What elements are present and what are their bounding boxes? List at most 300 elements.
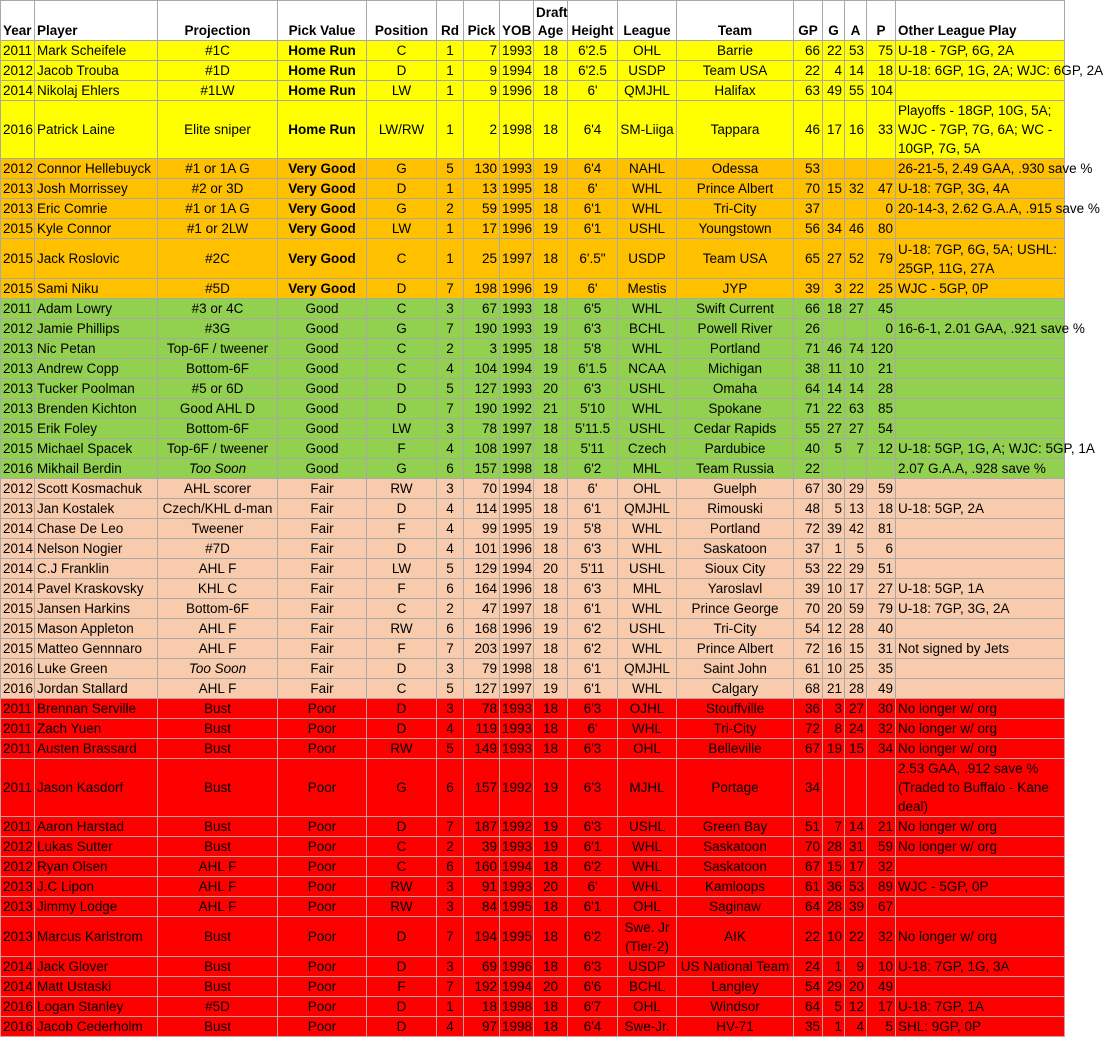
cell-g	[823, 759, 845, 817]
cell-team: Yaroslavl	[677, 579, 794, 599]
cell-pick-value: Poor	[278, 977, 367, 997]
cell-height: 5'8	[568, 339, 618, 359]
cell-team: Swift Current	[677, 299, 794, 319]
cell-pick: 13	[464, 179, 500, 199]
cell-gp: 46	[794, 101, 823, 159]
cell-p: 21	[867, 359, 896, 379]
cell-p: 21	[867, 817, 896, 837]
cell-yob: 1995	[500, 917, 534, 957]
cell-league: QMJHL	[618, 499, 677, 519]
cell-height: 6'2	[568, 459, 618, 479]
cell-draft-age: 19	[534, 679, 568, 699]
cell-player: Aaron Harstad	[35, 817, 158, 837]
cell-other-league-play	[896, 857, 1065, 877]
cell-draft-age: 18	[534, 41, 568, 61]
cell-yob: 1998	[500, 101, 534, 159]
cell-height: 6'4	[568, 1017, 618, 1037]
cell-p: 32	[867, 917, 896, 957]
table-row	[1, 239, 1065, 279]
cell-year: 2011	[1, 817, 35, 837]
cell-a: 27	[845, 699, 867, 719]
cell-p: 0	[867, 199, 896, 219]
cell-pick: 47	[464, 599, 500, 619]
cell-league: Swe. Jr (Tier-2)	[618, 917, 677, 957]
cell-other-league-play: 2.53 GAA, .912 save % (Traded to Buffalo - Kane deal)	[896, 759, 1065, 817]
cell-p: 31	[867, 639, 896, 659]
cell-a: 55	[845, 81, 867, 101]
cell-year: 2014	[1, 81, 35, 101]
cell-yob: 1996	[500, 81, 534, 101]
cell-yob: 1996	[500, 539, 534, 559]
cell-p: 18	[867, 499, 896, 519]
cell-draft-age: 18	[534, 539, 568, 559]
cell-league: USHL	[618, 379, 677, 399]
cell-other-league-play	[896, 359, 1065, 379]
cell-position: C	[367, 837, 437, 857]
cell-projection: #2 or 3D	[158, 179, 278, 199]
cell-projection: AHL F	[158, 897, 278, 917]
cell-draft-age: 19	[534, 219, 568, 239]
cell-league: WHL	[618, 857, 677, 877]
cell-pick: 39	[464, 837, 500, 857]
cell-gp: 54	[794, 977, 823, 997]
cell-p	[867, 159, 896, 179]
cell-year: 2013	[1, 399, 35, 419]
cell-player: Nikolaj Ehlers	[35, 81, 158, 101]
cell-projection: #1 or 1A G	[158, 199, 278, 219]
cell-team: Langley	[677, 977, 794, 997]
cell-draft-age: 18	[534, 499, 568, 519]
cell-pick: 67	[464, 299, 500, 319]
cell-rd: 2	[437, 837, 464, 857]
cell-projection: Bottom-6F	[158, 359, 278, 379]
cell-yob: 1994	[500, 479, 534, 499]
cell-position: F	[367, 639, 437, 659]
table-row	[1, 61, 1065, 81]
cell-pick-value: Good	[278, 439, 367, 459]
cell-league: WHL	[618, 539, 677, 559]
cell-rd: 4	[437, 499, 464, 519]
cell-p: 5	[867, 1017, 896, 1037]
cell-player: Andrew Copp	[35, 359, 158, 379]
cell-projection: AHL F	[158, 877, 278, 897]
cell-team: Calgary	[677, 679, 794, 699]
cell-team: US National Team	[677, 957, 794, 977]
cell-pick-value: Poor	[278, 699, 367, 719]
cell-yob: 1992	[500, 759, 534, 817]
cell-yob: 1995	[500, 519, 534, 539]
cell-a: 14	[845, 379, 867, 399]
cell-player: Pavel Kraskovsky	[35, 579, 158, 599]
table-row	[1, 539, 1065, 559]
cell-year: 2013	[1, 897, 35, 917]
cell-rd: 6	[437, 857, 464, 877]
table-row	[1, 419, 1065, 439]
cell-other-league-play: Not signed by Jets	[896, 639, 1065, 659]
cell-pick: 198	[464, 279, 500, 299]
cell-yob: 1993	[500, 877, 534, 897]
cell-projection: Too Soon	[158, 659, 278, 679]
cell-g: 22	[823, 559, 845, 579]
cell-year: 2016	[1, 679, 35, 699]
cell-year: 2013	[1, 359, 35, 379]
cell-pick-value: Very Good	[278, 239, 367, 279]
cell-g: 7	[823, 817, 845, 837]
table-row	[1, 559, 1065, 579]
cell-p: 30	[867, 699, 896, 719]
cell-a: 5	[845, 539, 867, 559]
cell-other-league-play	[896, 559, 1065, 579]
cell-p: 51	[867, 559, 896, 579]
table-row	[1, 439, 1065, 459]
cell-pick: 97	[464, 1017, 500, 1037]
cell-height: 6'3	[568, 579, 618, 599]
cell-a: 42	[845, 519, 867, 539]
cell-draft-age: 18	[534, 299, 568, 319]
cell-projection: #7D	[158, 539, 278, 559]
cell-gp: 64	[794, 997, 823, 1017]
cell-league: Mestis	[618, 279, 677, 299]
cell-p: 0	[867, 319, 896, 339]
cell-a: 27	[845, 419, 867, 439]
cell-other-league-play: U-18: 7GP, 1A	[896, 997, 1065, 1017]
cell-g: 3	[823, 279, 845, 299]
cell-pick-value: Fair	[278, 559, 367, 579]
cell-player: J.C Lipon	[35, 877, 158, 897]
cell-team: Prince Albert	[677, 639, 794, 659]
cell-pick: 78	[464, 419, 500, 439]
cell-pick-value: Home Run	[278, 101, 367, 159]
cell-player: Connor Hellebuyck	[35, 159, 158, 179]
cell-team: HV-71	[677, 1017, 794, 1037]
cell-player: Jack Roslovic	[35, 239, 158, 279]
table-row	[1, 897, 1065, 917]
cell-g: 28	[823, 837, 845, 857]
cell-height: 6'1	[568, 199, 618, 219]
cell-p	[867, 459, 896, 479]
cell-yob: 1994	[500, 61, 534, 81]
cell-pick: 17	[464, 219, 500, 239]
cell-yob: 1998	[500, 1017, 534, 1037]
cell-position: RW	[367, 479, 437, 499]
cell-team: Tri-City	[677, 719, 794, 739]
cell-a: 59	[845, 599, 867, 619]
cell-pick-value: Very Good	[278, 159, 367, 179]
cell-player: Tucker Poolman	[35, 379, 158, 399]
cell-rd: 7	[437, 917, 464, 957]
cell-projection: #1 or 2LW	[158, 219, 278, 239]
cell-gp: 72	[794, 719, 823, 739]
cell-player: Chase De Leo	[35, 519, 158, 539]
cell-yob: 1994	[500, 359, 534, 379]
cell-other-league-play: 20-14-3, 2.62 G.A.A, .915 save %	[896, 199, 1065, 219]
cell-year: 2012	[1, 319, 35, 339]
cell-g: 15	[823, 179, 845, 199]
cell-draft-age: 20	[534, 977, 568, 997]
cell-draft-age: 19	[534, 817, 568, 837]
cell-pick-value: Fair	[278, 619, 367, 639]
cell-p: 34	[867, 739, 896, 759]
header-height: Height	[568, 1, 618, 41]
cell-gp: 55	[794, 419, 823, 439]
cell-league: OHL	[618, 997, 677, 1017]
cell-gp: 53	[794, 159, 823, 179]
cell-pick: 130	[464, 159, 500, 179]
cell-player: Nic Petan	[35, 339, 158, 359]
cell-p: 10	[867, 957, 896, 977]
cell-projection: #1C	[158, 41, 278, 61]
cell-draft-age: 20	[534, 379, 568, 399]
cell-pick-value: Good	[278, 379, 367, 399]
cell-pick: 149	[464, 739, 500, 759]
cell-year: 2016	[1, 659, 35, 679]
cell-other-league-play	[896, 81, 1065, 101]
cell-league: BCHL	[618, 319, 677, 339]
cell-position: RW	[367, 619, 437, 639]
cell-year: 2014	[1, 579, 35, 599]
cell-projection: #2C	[158, 239, 278, 279]
cell-other-league-play	[896, 539, 1065, 559]
cell-height: 6'	[568, 877, 618, 897]
cell-projection: Bottom-6F	[158, 599, 278, 619]
cell-other-league-play	[896, 619, 1065, 639]
cell-draft-age: 19	[534, 319, 568, 339]
cell-year: 2013	[1, 179, 35, 199]
cell-a	[845, 319, 867, 339]
header-rd: Rd	[437, 1, 464, 41]
cell-yob: 1997	[500, 639, 534, 659]
cell-gp: 71	[794, 399, 823, 419]
header-g: G	[823, 1, 845, 41]
cell-rd: 6	[437, 459, 464, 479]
cell-draft-age: 18	[534, 857, 568, 877]
cell-gp: 37	[794, 199, 823, 219]
cell-g: 5	[823, 439, 845, 459]
cell-year: 2016	[1, 459, 35, 479]
cell-team: Michigan	[677, 359, 794, 379]
cell-player: Jason Kasdorf	[35, 759, 158, 817]
cell-position: D	[367, 817, 437, 837]
cell-pick-value: Very Good	[278, 199, 367, 219]
cell-g: 49	[823, 81, 845, 101]
table-row	[1, 659, 1065, 679]
cell-projection: Bust	[158, 719, 278, 739]
cell-team: Saskatoon	[677, 539, 794, 559]
cell-height: 6'1	[568, 219, 618, 239]
cell-position: D	[367, 539, 437, 559]
cell-team: Saint John	[677, 659, 794, 679]
table-row	[1, 679, 1065, 699]
cell-year: 2012	[1, 837, 35, 857]
cell-position: C	[367, 857, 437, 877]
cell-height: 6'2	[568, 619, 618, 639]
cell-projection: Bust	[158, 817, 278, 837]
cell-position: D	[367, 997, 437, 1017]
cell-draft-age: 18	[534, 439, 568, 459]
cell-draft-age: 18	[534, 739, 568, 759]
table-row	[1, 101, 1065, 159]
cell-p: 6	[867, 539, 896, 559]
cell-pick-value: Fair	[278, 659, 367, 679]
cell-rd: 7	[437, 319, 464, 339]
cell-yob: 1996	[500, 619, 534, 639]
cell-position: F	[367, 977, 437, 997]
cell-p: 17	[867, 997, 896, 1017]
cell-g: 1	[823, 539, 845, 559]
cell-p: 104	[867, 81, 896, 101]
cell-gp: 54	[794, 619, 823, 639]
cell-team: Portland	[677, 339, 794, 359]
cell-projection: Good AHL D	[158, 399, 278, 419]
cell-position: G	[367, 759, 437, 817]
header-p: P	[867, 1, 896, 41]
cell-pick: 101	[464, 539, 500, 559]
cell-p: 85	[867, 399, 896, 419]
cell-league: WHL	[618, 399, 677, 419]
cell-team: Prince Albert	[677, 179, 794, 199]
cell-position: LW	[367, 219, 437, 239]
cell-year: 2016	[1, 997, 35, 1017]
cell-other-league-play	[896, 219, 1065, 239]
cell-height: 6'.5"	[568, 239, 618, 279]
cell-yob: 1997	[500, 679, 534, 699]
cell-g: 27	[823, 239, 845, 279]
cell-height: 6'1	[568, 499, 618, 519]
cell-gp: 71	[794, 339, 823, 359]
cell-league: WHL	[618, 877, 677, 897]
table-row	[1, 699, 1065, 719]
cell-pick: 2	[464, 101, 500, 159]
cell-year: 2014	[1, 519, 35, 539]
table-row	[1, 739, 1065, 759]
cell-pick-value: Fair	[278, 499, 367, 519]
cell-position: RW	[367, 739, 437, 759]
cell-pick: 84	[464, 897, 500, 917]
cell-league: MHL	[618, 459, 677, 479]
cell-gp: 64	[794, 379, 823, 399]
table-row	[1, 159, 1065, 179]
cell-a: 12	[845, 997, 867, 1017]
cell-position: LW	[367, 419, 437, 439]
cell-projection: Top-6F / tweener	[158, 339, 278, 359]
cell-player: Mikhail Berdin	[35, 459, 158, 479]
cell-other-league-play: SHL: 9GP, 0P	[896, 1017, 1065, 1037]
cell-yob: 1998	[500, 659, 534, 679]
cell-gp: 61	[794, 659, 823, 679]
cell-yob: 1996	[500, 279, 534, 299]
header-pick-value: Pick Value	[278, 1, 367, 41]
cell-draft-age: 18	[534, 419, 568, 439]
cell-player: Zach Yuen	[35, 719, 158, 739]
cell-pick: 160	[464, 857, 500, 877]
cell-a: 32	[845, 179, 867, 199]
cell-height: 6'1.5	[568, 359, 618, 379]
cell-team: Omaha	[677, 379, 794, 399]
cell-g: 16	[823, 639, 845, 659]
cell-pick-value: Very Good	[278, 179, 367, 199]
cell-league: WHL	[618, 299, 677, 319]
cell-team: Saginaw	[677, 897, 794, 917]
table-row	[1, 817, 1065, 837]
header-team: Team	[677, 1, 794, 41]
table-row	[1, 997, 1065, 1017]
cell-a: 20	[845, 977, 867, 997]
cell-yob: 1993	[500, 159, 534, 179]
cell-gp: 36	[794, 699, 823, 719]
cell-draft-age: 18	[534, 897, 568, 917]
cell-player: Matt Ustaski	[35, 977, 158, 997]
cell-gp: 66	[794, 299, 823, 319]
header-league: League	[618, 1, 677, 41]
cell-g: 10	[823, 579, 845, 599]
table-row	[1, 599, 1065, 619]
cell-position: C	[367, 599, 437, 619]
cell-pick-value: Fair	[278, 679, 367, 699]
cell-height: 6'3	[568, 759, 618, 817]
cell-pick-value: Very Good	[278, 279, 367, 299]
cell-projection: Tweener	[158, 519, 278, 539]
cell-league: MJHL	[618, 759, 677, 817]
cell-other-league-play: U-18 - 7GP, 6G, 2A	[896, 41, 1065, 61]
cell-pick-value: Poor	[278, 897, 367, 917]
cell-league: MHL	[618, 579, 677, 599]
cell-g: 5	[823, 997, 845, 1017]
table-row	[1, 499, 1065, 519]
cell-player: Luke Green	[35, 659, 158, 679]
cell-draft-age: 21	[534, 399, 568, 419]
cell-pick-value: Good	[278, 299, 367, 319]
cell-p: 47	[867, 179, 896, 199]
cell-pick-value: Fair	[278, 639, 367, 659]
cell-position: C	[367, 339, 437, 359]
cell-gp: 67	[794, 739, 823, 759]
cell-a: 9	[845, 957, 867, 977]
cell-pick: 192	[464, 977, 500, 997]
cell-team: Pardubice	[677, 439, 794, 459]
cell-other-league-play: WJC - 5GP, 0P	[896, 877, 1065, 897]
cell-player: Jacob Trouba	[35, 61, 158, 81]
cell-projection: Too Soon	[158, 459, 278, 479]
cell-year: 2014	[1, 957, 35, 977]
cell-pick-value: Good	[278, 419, 367, 439]
cell-a: 15	[845, 739, 867, 759]
cell-height: 6'1	[568, 599, 618, 619]
cell-league: WHL	[618, 679, 677, 699]
cell-height: 6'2	[568, 857, 618, 877]
cell-position: C	[367, 41, 437, 61]
cell-team: Tri-City	[677, 199, 794, 219]
cell-rd: 4	[437, 519, 464, 539]
cell-other-league-play	[896, 479, 1065, 499]
cell-player: Jan Kostalek	[35, 499, 158, 519]
cell-a: 25	[845, 659, 867, 679]
cell-player: Jansen Harkins	[35, 599, 158, 619]
cell-gp: 48	[794, 499, 823, 519]
cell-rd: 2	[437, 599, 464, 619]
cell-yob: 1993	[500, 837, 534, 857]
cell-gp: 66	[794, 41, 823, 61]
cell-position: D	[367, 499, 437, 519]
cell-pick-value: Poor	[278, 857, 367, 877]
cell-other-league-play: No longer w/ org	[896, 739, 1065, 759]
cell-gp: 39	[794, 279, 823, 299]
cell-height: 5'10	[568, 399, 618, 419]
cell-a	[845, 199, 867, 219]
cell-rd: 1	[437, 179, 464, 199]
cell-pick-value: Fair	[278, 539, 367, 559]
cell-rd: 3	[437, 957, 464, 977]
cell-position: D	[367, 659, 437, 679]
